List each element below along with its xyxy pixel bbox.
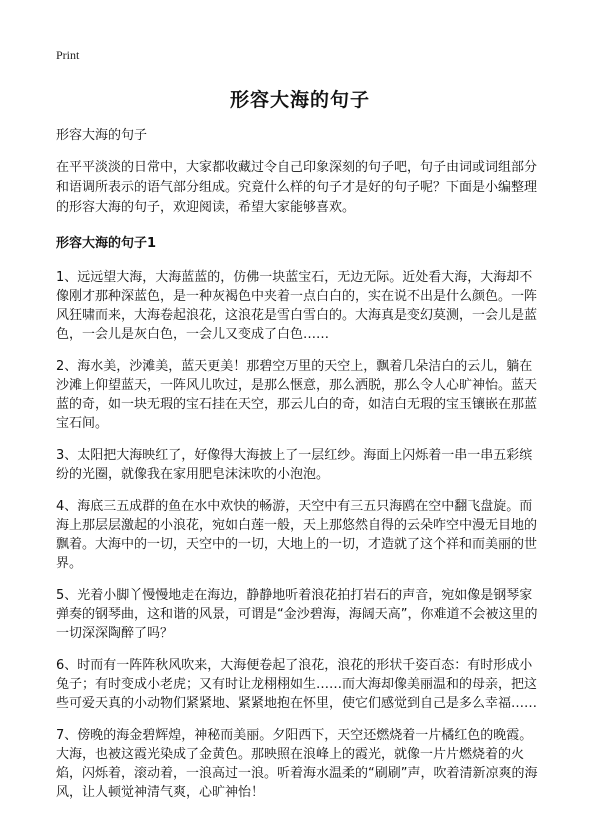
sentence-paragraph-7: 7、傍晚的海金碧辉煌，神秘而美丽。夕阳西下，天空还燃烧着一片橘红色的晚霞。大海，也被这霞光染成了金黄色。那映照在浪峰上的霞光，就像一片片燃烧着的火焰，闪烁着，滚动着，一浪高过一浪。听着海水温柔的“刷刷”声，吹着清新凉爽的海风，让人顿觉神清气爽，心旷神怡！ bbox=[56, 728, 538, 800]
article-subtitle: 形容大海的句子 bbox=[56, 128, 148, 143]
sentence-paragraph-1: 1、远远望大海，大海蓝蓝的，仿佛一块蓝宝石，无边无际。近处看大海，大海却不像刚才那种深蓝色，是一种灰褐色中夹着一点白白的，实在说不出是什么颜色。一阵风狂啸而来，大海卷起浪花，这浪花是雪白雪白的。大海真是变幻莫测，一会儿是蓝色，一会儿是灰白色，一会儿又变成了白色…… bbox=[56, 270, 538, 342]
section-heading: 形容大海的句子1 bbox=[56, 236, 157, 251]
sentence-paragraph-3: 3、太阳把大海映红了，好像得大海披上了一层红纱。海面上闪烁着一串一串五彩缤纷的光圈，就像我在家用肥皂沫沫吹的小泡泡。 bbox=[56, 448, 533, 482]
intro-paragraph: 在平平淡淡的日常中，大家都收藏过令自己印象深刻的句子吧，句子由词或词组部分和语调所表示的语气部分组成。究竟什么样的句子才是好的句子呢？下面是小编整理的形容大海的句子，欢迎阅读，希望大家能够喜欢。 bbox=[56, 160, 538, 215]
print-link[interactable]: Print bbox=[56, 48, 80, 62]
sentence-paragraph-5: 5、光着小脚丫慢慢地走在海边，静静地听着浪花拍打岩石的声音，宛如像是钢琴家弹奏的钢琴曲，这和谐的风景，可谓是“金沙碧海，海阔天高”，你难道不会被这里的一切深深陶醉了吗？ bbox=[56, 588, 538, 641]
sentence-paragraph-2: 2、海水美，沙滩美，蓝天更美！那碧空万里的天空上，飘着几朵洁白的云儿，躺在沙滩上仰望蓝天，一阵风儿吹过，是那么惬意，那么洒脱，那么令人心旷神怡。蓝天蓝的奇，如一块无瑕的宝石挂在天空，那云儿白的奇，如洁白无瑕的宝玉镶嵌在那蓝宝石间。 bbox=[56, 359, 538, 431]
sentence-paragraph-4: 4、海底三五成群的鱼在水中欢快的畅游，天空中有三五只海鸥在空中翻飞盘旋。而海上那层层激起的小浪花，宛如白莲一般，天上那悠然自得的云朵咋空中漫无目地的飘着。大海中的一切，天空中的一切，大地上的一切，才造就了这个祥和而美丽的世界。 bbox=[56, 499, 538, 571]
sentence-paragraph-6: 6、时而有一阵阵秋风吹来，大海便卷起了浪花，浪花的形状千姿百态：有时形成小兔子；有时变成小老虎；又有时让龙栩栩如生……而大海却像美丽温和的母亲，把这些可爱天真的小动物们紧紧地、紧紧地抱在怀里，使它们感觉到自己是多么幸福…… bbox=[56, 658, 538, 711]
page-title: 形容大海的句子 bbox=[229, 89, 370, 111]
